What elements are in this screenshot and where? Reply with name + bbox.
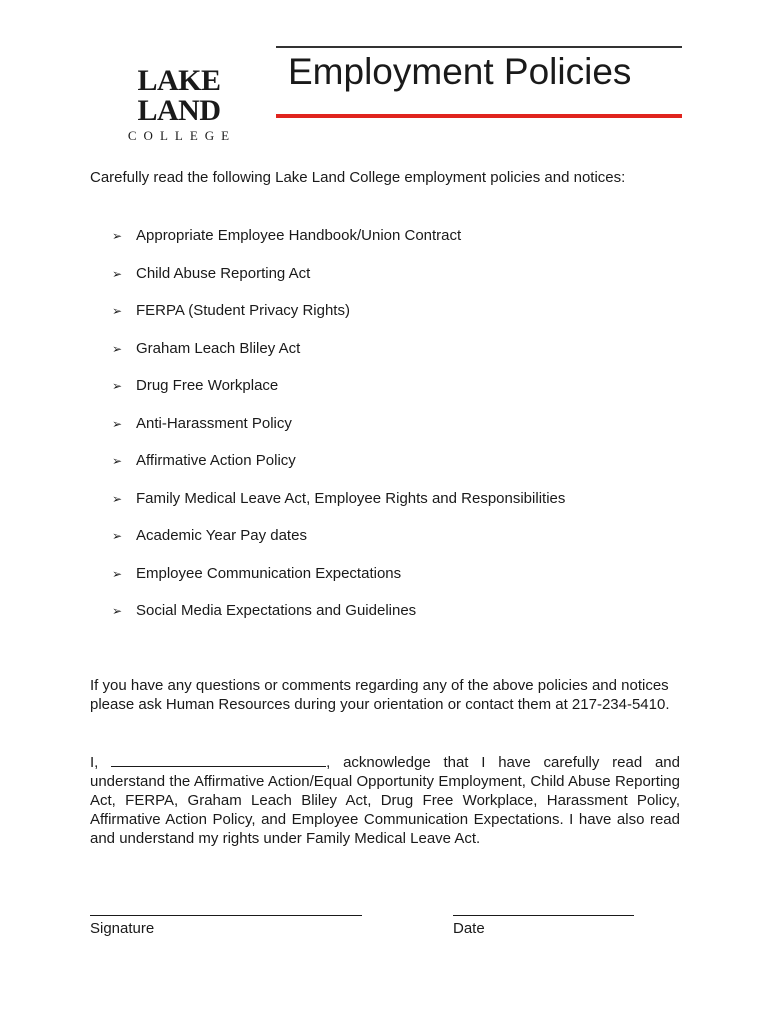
policy-label: Appropriate Employee Handbook/Union Contract <box>136 227 462 244</box>
intro-text: Carefully read the following Lake Land College employment policies and notices: <box>90 169 626 186</box>
policy-label: Social Media Expectations and Guidelines <box>136 602 417 619</box>
policy-label: Academic Year Pay dates <box>136 527 307 544</box>
arrow-bullet-icon: ➢ <box>112 416 123 431</box>
policy-label: Child Abuse Reporting Act <box>136 264 311 282</box>
acknowledgement-paragraph <box>90 752 680 848</box>
arrow-bullet-icon: ➢ <box>112 341 123 356</box>
policy-label: Anti-Harassment Policy <box>136 414 292 432</box>
ack-body: , acknowledge that I have carefully read and understand the Affirmative Action/Equal Opportunity Employment, Child Abuse Reporting Act, FERPA, Graham Leach Bliley Act, Drug Free Workplace, Harassment Policy, Affirmative Action Policy, and Employee Communication Expectations. I have also read and understand my rights under Family Medical Leave Act. <box>90 754 680 847</box>
policy-item <box>112 489 565 527</box>
policy-label: FERPA (Student Privacy Rights) <box>136 302 350 319</box>
date-label: Date <box>453 920 485 937</box>
arrow-bullet-icon: ➢ <box>112 229 123 243</box>
logo-main-text: LAKE LAND <box>137 64 221 127</box>
arrow-bullet-icon: ➢ <box>112 266 123 281</box>
ack-prefix: I, <box>90 754 99 771</box>
arrow-bullet-icon: ➢ <box>112 379 123 393</box>
policy-item <box>112 301 565 339</box>
policy-item <box>112 376 565 414</box>
arrow-bullet-icon: ➢ <box>112 529 123 543</box>
name-blank-field[interactable] <box>111 752 326 767</box>
arrow-bullet-icon: ➢ <box>112 454 123 468</box>
policy-label: Drug Free Workplace <box>136 377 279 394</box>
policy-label: Affirmative Action Policy <box>136 452 296 469</box>
logo-sub-text: COLLEGE <box>127 128 237 143</box>
policy-item <box>112 451 565 489</box>
policy-item <box>112 564 565 602</box>
contact-paragraph: If you have any questions or comments regarding any of the above policies and notices please ask Human Resources during your orientation or contact them at 217-234-5410. <box>90 677 670 713</box>
policy-list <box>112 226 565 639</box>
title-accent-rule <box>276 114 682 118</box>
policy-item <box>112 526 565 564</box>
arrow-bullet-icon: ➢ <box>112 604 123 618</box>
policy-item <box>112 339 565 377</box>
page-title: Employment Policies <box>288 51 632 92</box>
policy-item <box>112 264 565 302</box>
signature-line[interactable] <box>90 915 362 916</box>
date-line[interactable] <box>453 915 634 916</box>
arrow-bullet-icon: ➢ <box>112 566 123 581</box>
policy-item <box>112 414 565 452</box>
policy-label: Graham Leach Bliley Act <box>136 339 301 357</box>
arrow-bullet-icon: ➢ <box>112 491 123 506</box>
policy-item <box>112 226 565 264</box>
arrow-bullet-icon: ➢ <box>112 304 123 318</box>
policy-label: Employee Communication Expectations <box>136 564 402 582</box>
policy-item <box>112 601 565 639</box>
signature-label: Signature <box>90 920 155 937</box>
college-logo <box>104 66 254 144</box>
policy-label: Family Medical Leave Act, Employee Rights and Responsibilities <box>136 489 566 507</box>
